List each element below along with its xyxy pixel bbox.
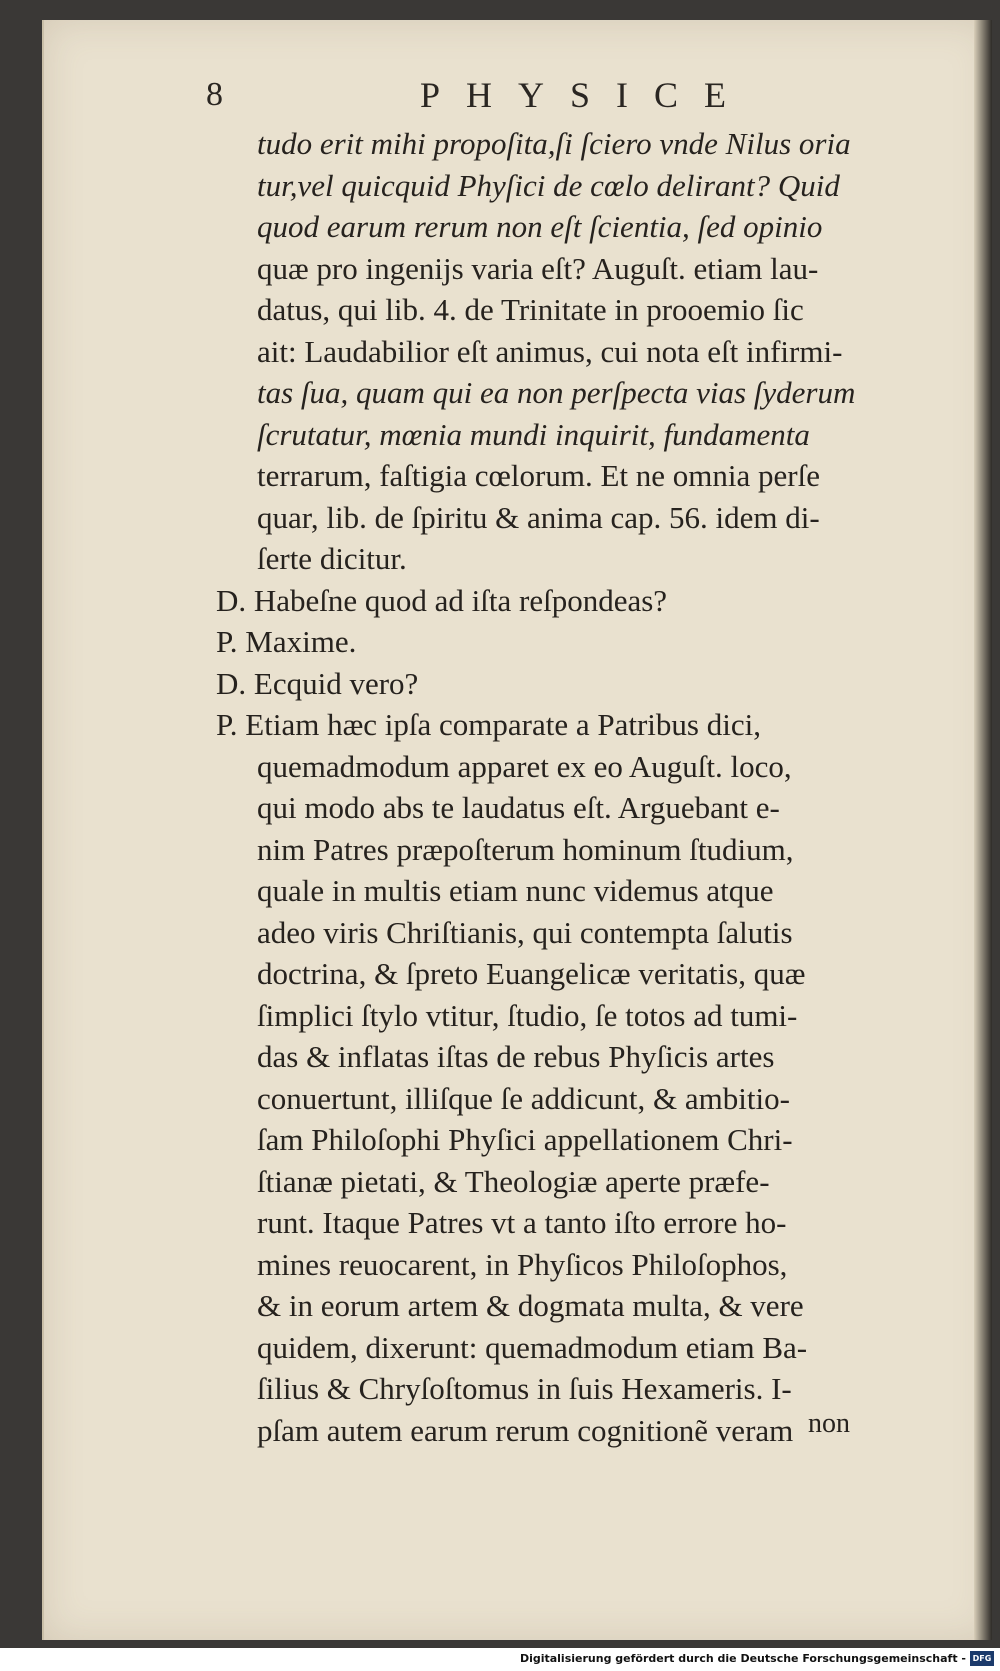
text-line: quod earum rerum non eſt ſcientia, ſed opinio	[257, 209, 823, 244]
text-line: tudo erit mihi propoſita,ſi ſciero vnde Nilus oria	[257, 126, 851, 161]
text-line: nim Patres præpoſterum hominum ſtudium,	[257, 831, 794, 867]
funding-credit: Digitalisierung gefördert durch die Deutsche Forschungsgemeinschaft -	[519, 1652, 966, 1665]
text-line: qui modo abs te laudatus eſt. Arguebant e-	[257, 790, 780, 825]
text-line: ſilius & Chryſoſtomus in ſuis Hexameris. I-	[257, 1371, 792, 1406]
text-line: D. Habeſne quod ad iſta reſpondeas?	[216, 582, 668, 618]
running-title: PHYSICE	[420, 75, 753, 115]
text-line: P. Maxime.	[216, 624, 357, 659]
text-line: ſcrutatur, mœnia mundi inquirit, fundamenta	[257, 416, 810, 452]
text-line: D. Ecquid vero?	[216, 665, 419, 701]
text-line: quar, lib. de ſpiritu & anima cap. 56. idem di-	[257, 499, 820, 535]
text-line: adeo viris Chriſtianis, qui contempta ſalutis	[257, 914, 793, 950]
page-number: 8	[206, 76, 223, 113]
text-line: & in eorum artem & dogmata multa, & vere	[257, 1288, 804, 1323]
text-line: quidem, dixerunt: quemadmodum etiam Ba-	[257, 1329, 808, 1365]
running-head	[170, 70, 890, 120]
footer-bar	[0, 1648, 1000, 1671]
text-line: tas ſua, quam qui ea non perſpecta vias ſyderum	[257, 375, 856, 410]
text-line: ſerte dicitur.	[257, 541, 407, 576]
text-line: conuertunt, illiſque ſe addicunt, & ambitio-	[257, 1080, 790, 1116]
text-line: tur,vel quicquid Phyſici de cœlo delirant? Quid	[257, 167, 840, 203]
text-line: ſimplici ſtylo vtitur, ſtudio, ſe totos ad tumi-	[257, 997, 798, 1033]
text-line: P. Etiam hæc ipſa comparate a Patribus dici,	[216, 707, 761, 742]
text-line: mines reuocarent, in Phyſicos Philoſophos,	[257, 1246, 788, 1282]
text-line: ait: Laudabilior eſt animus, cui nota eſt infirmi-	[257, 333, 843, 369]
text-line: doctrina, & ſpreto Euangelicæ veritatis, quæ	[257, 956, 806, 991]
body-text	[205, 123, 940, 1451]
text-line: ſam Philoſophi Phyſici appellationem Chri-	[257, 1122, 793, 1157]
text-line: pſam autem earum rerum cognitionẽ veram	[257, 1412, 794, 1448]
page-gutter	[974, 20, 992, 1640]
text-line: terrarum, faſtigia cœlorum. Et ne omnia perſe	[257, 458, 820, 493]
text-line: quale in multis etiam nunc videmus atque	[257, 873, 774, 908]
catchword: non	[808, 1408, 850, 1439]
text-line: quæ pro ingenijs varia eſt? Auguſt. etiam lau-	[257, 250, 819, 286]
text-line: ſtianæ pietati, & Theologiæ aperte præfe-	[257, 1163, 770, 1199]
text-line: runt. Itaque Patres vt a tanto iſto errore ho-	[257, 1205, 787, 1240]
text-line: das & inflatas iſtas de rebus Phyſicis artes	[257, 1039, 775, 1074]
text-line: datus, qui lib. 4. de Trinitate in prooemio ſic	[257, 292, 804, 327]
dfg-logo: DFG	[970, 1651, 994, 1666]
text-line: quemadmodum apparet ex eo Auguſt. loco,	[257, 748, 792, 784]
